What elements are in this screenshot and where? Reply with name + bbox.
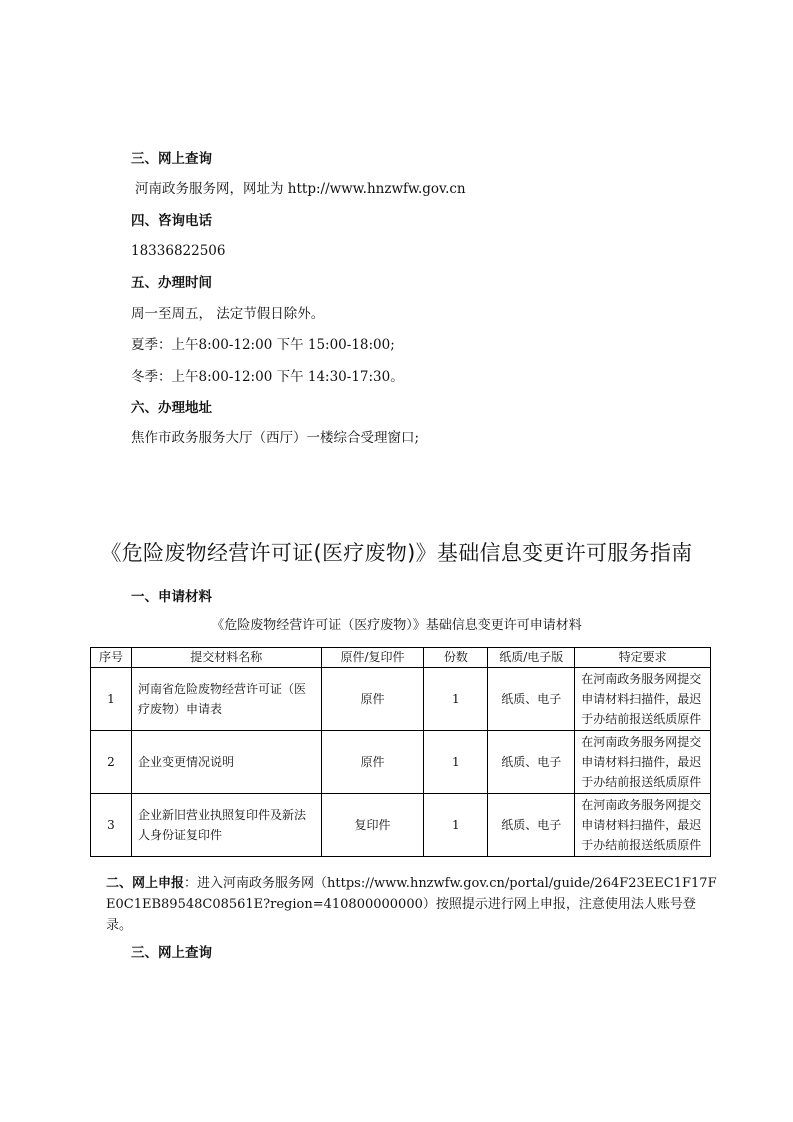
materials-table [90, 647, 711, 857]
online-apply-lead: 二、网上申报 [106, 876, 185, 891]
cell-quantity: 1 [424, 731, 488, 794]
hours-summer: 夏季：上午8:00-12:00 下午 15:00-18:00; [131, 337, 395, 353]
cell-format: 纸质、电子 [488, 668, 575, 731]
cell-material-name: 企业新旧营业执照复印件及新法人身份证复印件 [131, 794, 321, 857]
address-heading: 六、办理地址 [131, 400, 212, 416]
header-requirements: 特定要求 [575, 648, 711, 668]
cell-format: 纸质、电子 [488, 731, 575, 794]
header-index: 序号 [91, 648, 132, 668]
cell-material-name: 企业变更情况说明 [131, 731, 321, 794]
online-query-text: 河南政务服务网，网址为 http://www.hnzwfw.gov.cn [135, 181, 466, 197]
cell-format: 纸质、电子 [488, 794, 575, 857]
cell-requirements: 在河南政务服务网提交申请材料扫描件，最迟于办结前报送纸质原件 [575, 668, 711, 731]
table-row [91, 731, 711, 794]
online-apply-text: ：进入河南政务服务网（https://www.hnzwfw.gov.cn/portal/guide/264F23EEC1F17FE0C1EB89548C08561E?region=410800000000）按照提示进行网上申报，注意使用法人账号登录。 [106, 876, 717, 933]
hours-weekdays: 周一至周五， 法定节假日除外。 [131, 306, 325, 322]
table-row [91, 668, 711, 731]
cell-index: 2 [91, 731, 132, 794]
hours-winter: 冬季：上午8:00-12:00 下午 14:30-17:30。 [131, 369, 404, 385]
header-format: 纸质/电子版 [488, 648, 575, 668]
cell-index: 1 [91, 668, 132, 731]
phone-number: 18336822506 [131, 243, 226, 259]
table-header-row [91, 648, 711, 668]
cell-original-copy: 原件 [321, 668, 424, 731]
cell-material-name: 河南省危险废物经营许可证（医疗废物）申请表 [131, 668, 321, 731]
hours-heading: 五、办理时间 [131, 275, 212, 291]
cell-quantity: 1 [424, 668, 488, 731]
header-quantity: 份数 [424, 648, 488, 668]
cell-quantity: 1 [424, 794, 488, 857]
cell-original-copy: 复印件 [321, 794, 424, 857]
online-query-heading-2: 三、网上查询 [131, 945, 212, 961]
header-original-copy: 原件/复印件 [321, 648, 424, 668]
online-apply-paragraph [106, 873, 721, 936]
cell-index: 3 [91, 794, 132, 857]
cell-requirements: 在河南政务服务网提交申请材料扫描件，最迟于办结前报送纸质原件 [575, 794, 711, 857]
online-query-heading: 三、网上查询 [131, 151, 212, 167]
phone-heading: 四、咨询电话 [131, 213, 212, 229]
cell-original-copy: 原件 [321, 731, 424, 794]
guide-title: 《危险废物经营许可证(医疗废物)》基础信息变更许可服务指南 [100, 541, 693, 565]
table-row [91, 794, 711, 857]
header-material-name: 提交材料名称 [131, 648, 321, 668]
cell-requirements: 在河南政务服务网提交申请材料扫描件，最迟于办结前报送纸质原件 [575, 731, 711, 794]
address-text: 焦作市政务服务大厅（西厅）一楼综合受理窗口; [131, 430, 420, 446]
table-caption: 《危险废物经营许可证（医疗废物）》基础信息变更许可申请材料 [211, 618, 582, 633]
materials-heading: 一、申请材料 [131, 589, 212, 605]
